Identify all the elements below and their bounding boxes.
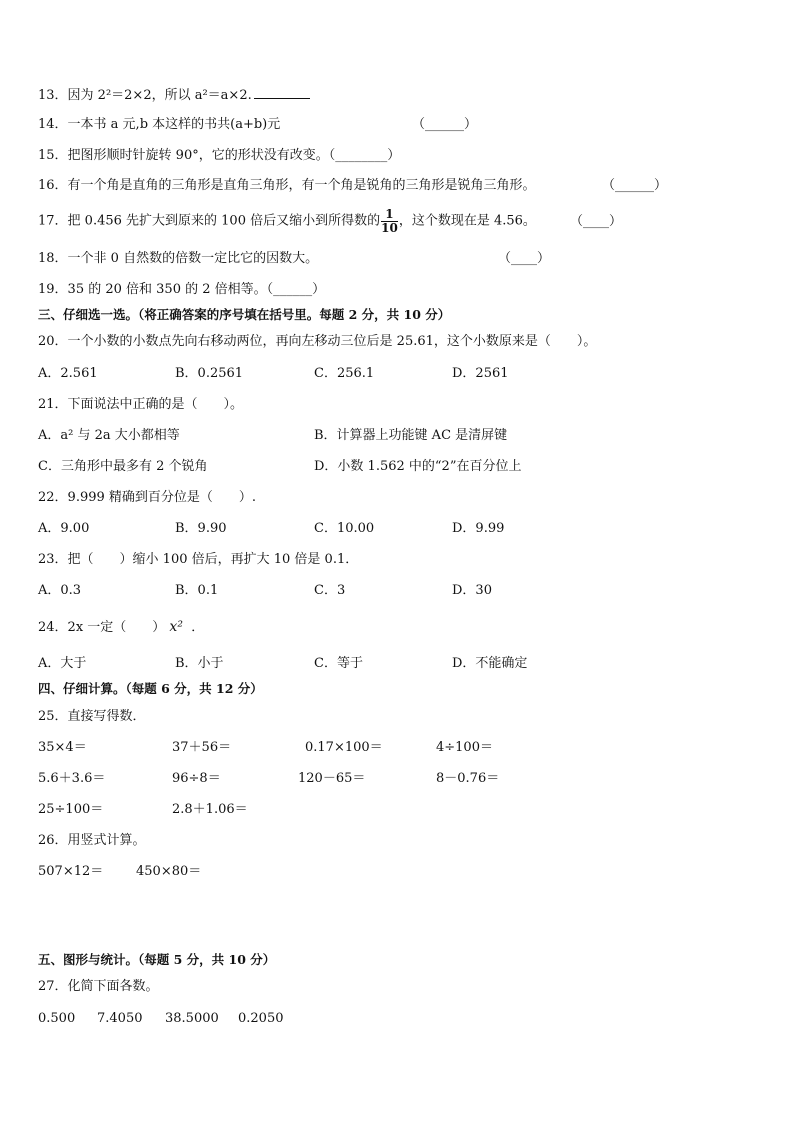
question-23 [38,553,358,566]
option-20-d[interactable]: D．2561 [452,366,509,381]
option-24-a[interactable]: A．大于 [38,656,87,671]
option-23-d[interactable]: D．30 [452,583,492,598]
number-item: 0.500 [38,1011,76,1026]
question-15 [38,149,400,162]
answer-bracket-17[interactable]: （____） [570,214,623,229]
question-19 [38,283,325,296]
section-3-heading: 三、仔细选一选。（将正确答案的序号填在括号里。每题 2 分，共 10 分） [38,307,451,322]
question-15-text: 15．把图形顺时针旋转 90°，它的形状没有改变。（________） [38,148,401,163]
option-21-a[interactable]: A．a² 与 2a 大小都相等 [38,428,180,443]
question-17 [38,208,536,234]
fraction-denominator: 10 [381,220,398,235]
question-20 [38,335,596,348]
question-25 [38,710,146,723]
question-24-end: ． [191,620,205,635]
calc-item: 4÷100＝ [436,740,493,755]
option-23-c[interactable]: C．3 [314,583,346,598]
calc-item: 5.6＋3.6＝ [38,771,106,786]
question-13 [38,86,310,102]
option-21-b[interactable]: B．计算器上功能键 AC 是清屏键 [314,428,508,443]
section-5-heading: 五、图形与统计。（每题 5 分，共 10 分） [38,952,276,967]
question-21 [38,398,243,411]
option-23-b[interactable]: B．0.1 [175,583,219,598]
question-21-text: 21．下面说法中正确的是（ ）。 [38,397,244,412]
option-22-c[interactable]: C．10.00 [314,521,375,536]
question-17-text-after: ，这个数现在是 4.56。 [398,213,536,229]
calc-item: 0.17×100＝ [305,740,383,755]
question-17-text-before: 17．把 0.456 先扩大到原来的 100 倍后又缩小到所得数的 [38,213,381,229]
fraction-one-tenth [381,208,398,234]
calc-item: 450×80＝ [136,864,202,879]
option-20-b[interactable]: B．0.2561 [175,366,244,381]
option-24-d[interactable]: D．不能确定 [452,656,528,671]
question-16 [38,179,536,192]
math-x-squared: x² [169,619,183,635]
option-24-c[interactable]: C．等于 [314,656,363,671]
option-20-c[interactable]: C．256.1 [314,366,375,381]
question-20-text: 20．一个小数的小数点先向右移动两位，再向左移动三位后是 25.61，这个小数原来是（ ）。 [38,334,597,349]
question-18-text: 18．一个非 0 自然数的倍数一定比它的因数大。 [38,251,319,266]
calc-item: 35×4＝ [38,740,87,755]
option-24-b[interactable]: B．小于 [175,656,224,671]
calc-item: 37＋56＝ [172,740,232,755]
question-16-text: 16．有一个角是直角的三角形是直角三角形，有一个角是锐角的三角形是锐角三角形。 [38,178,536,193]
calc-item: 120－65＝ [298,771,366,786]
option-23-a[interactable]: A．0.3 [38,583,82,598]
calc-item: 25÷100＝ [38,802,104,817]
question-26-text: 26．用竖式计算。 [38,833,146,848]
calc-item: 507×12＝ [38,864,104,879]
question-19-text: 19．35 的 20 倍和 350 的 2 倍相等。（______） [38,282,326,297]
calc-item: 8－0.76＝ [436,771,500,786]
question-23-text: 23．把（ ）缩小 100 倍后，再扩大 10 倍是 0.1． [38,552,359,567]
question-25-text: 25．直接写得数． [38,709,146,724]
question-14 [38,118,280,131]
question-18 [38,252,318,265]
option-22-a[interactable]: A．9.00 [38,521,90,536]
fraction-numerator: 1 [381,208,398,222]
answer-bracket-14[interactable]: （______） [412,117,478,132]
question-13-text: 13．因为 2²＝2×2，所以 a²＝a×2. [38,88,252,103]
question-24 [38,620,204,634]
answer-bracket-18[interactable]: （____） [498,251,551,266]
section-4-heading: 四、仔细计算。（每题 6 分，共 12 分） [38,681,263,696]
question-27 [38,980,159,993]
option-21-c[interactable]: C．三角形中最多有 2 个锐角 [38,459,208,474]
calc-item: 96÷8＝ [172,771,221,786]
option-21-d[interactable]: D．小数 1.562 中的“2”在百分位上 [314,459,522,474]
question-26 [38,834,146,847]
answer-blank[interactable] [254,86,310,99]
answer-bracket-16[interactable]: （______） [602,178,668,193]
option-22-b[interactable]: B．9.90 [175,521,227,536]
number-item: 38.5000 [165,1011,219,1026]
question-24-text: 24．2x 一定（ ） [38,620,166,635]
question-22 [38,491,256,504]
question-27-text: 27．化简下面各数。 [38,979,159,994]
calc-item: 2.8＋1.06＝ [172,802,248,817]
number-item: 0.2050 [238,1011,284,1026]
question-22-text: 22．9.999 精确到百分位是（ ）. [38,490,257,505]
option-20-a[interactable]: A．2.561 [38,366,98,381]
option-22-d[interactable]: D．9.99 [452,521,505,536]
question-14-text: 14．一本书 a 元,b 本这样的书共(a+b)元 [38,117,281,132]
number-item: 7.4050 [97,1011,143,1026]
